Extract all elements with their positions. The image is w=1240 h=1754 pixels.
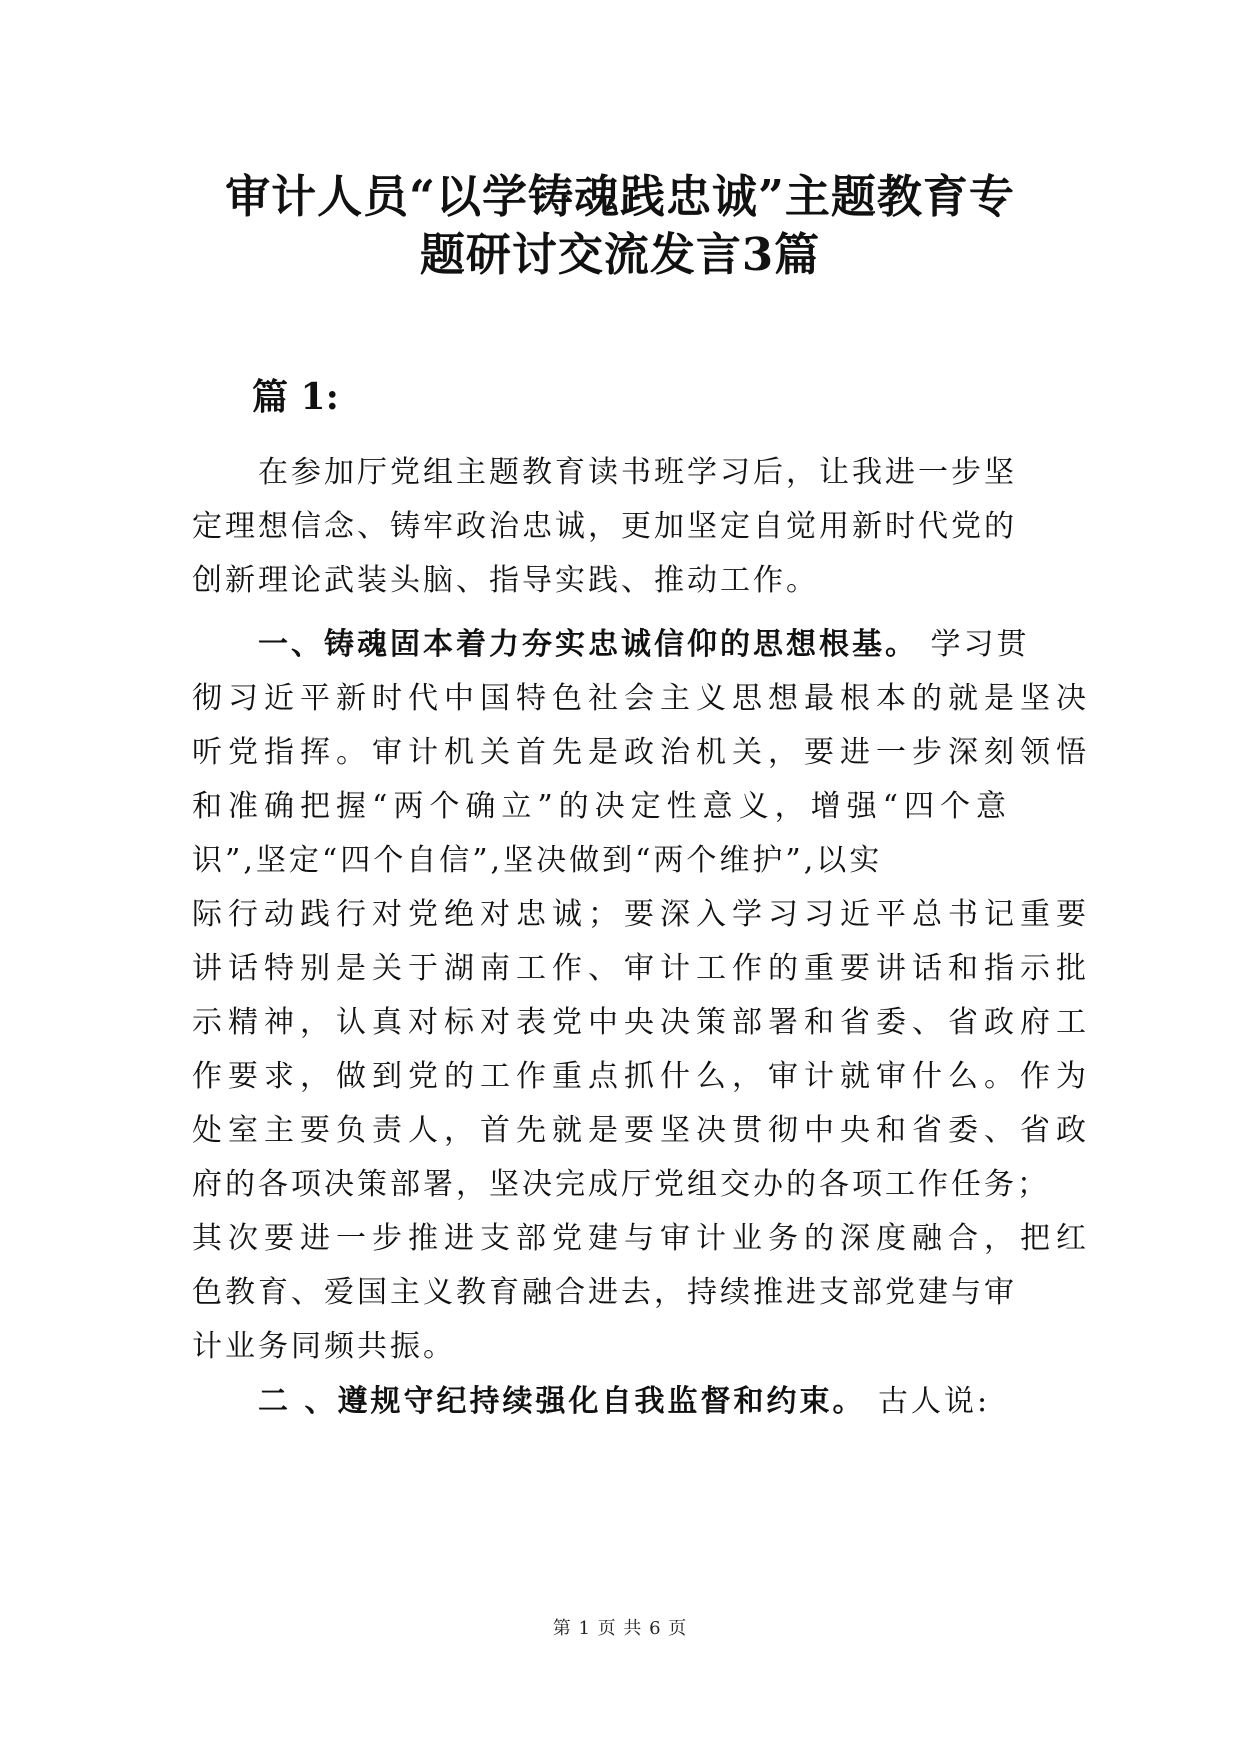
paragraph-line: 听党指挥。审计机关首先是政治机关，要进一步深刻领悟 [192,735,1092,770]
paragraph-line: 际行动践行对党绝对忠诚；要深入学习习近平总书记重要 [192,897,1092,932]
paragraph-line [192,1375,1072,1429]
paragraph-line: 和准确把握“两个确立”的决定性意义，增强“四个意 [192,789,1013,824]
intro-paragraph [192,446,1072,608]
point-2-text: 古人说: [865,1384,991,1419]
point-2-paragraph [192,1375,1072,1429]
article-heading: 篇 1: [252,376,339,418]
paragraph-line: 定理想信念、铸牢政治忠诚，更加坚定自觉用新时代党的 [192,509,1017,544]
paragraph-line: 创新理论武装头脑、指导实践、推动工作。 [192,563,819,598]
paragraph-line: 彻习近平新时代中国特色社会主义思想最根本的就是坚决 [192,681,1092,716]
paragraph-line: 处室主要负责人，首先就是要坚决贯彻中央和省委、省政 [192,1113,1092,1148]
paragraph-line: 讲话特别是关于湖南工作、审计工作的重要讲话和指示批 [192,951,1092,986]
page-number-footer: 第 1 页 共 6 页 [552,1618,688,1639]
paragraph-line: 色教育、爱国主义教育融合进去，持续推进支部党建与审 [192,1275,1017,1310]
document-title [160,168,1080,284]
paragraph-line: 府的各项决策部署，坚决完成厅党组交办的各项工作任务； [192,1167,1050,1202]
point-1-paragraph [192,618,1092,1374]
title-line-2: 题研讨交流发言3篇 [419,228,821,281]
paragraph-line: 作要求，做到党的工作重点抓什么，审计就审什么。作为 [192,1059,1092,1094]
title-line-1: 审计人员“以学铸魂践忠诚”主题教育专 [225,170,1015,223]
paragraph-line: 计业务同频共振。 [192,1329,456,1364]
paragraph-line: 在参加厅党组主题教育读书班学习后，让我进一步坚 [258,455,1017,490]
paragraph-line: 其次要进一步推进支部党建与审计业务的深度融合，把红 [192,1221,1092,1256]
point-1-heading: 一、铸魂固本着力夯实忠诚信仰的思想根基。 [258,627,918,662]
paragraph-line: 识”,坚定“四个自信”,坚决做到“两个维护”,以实 [192,843,883,878]
point-1-first-line-text: 学习贯 [918,627,1030,662]
paragraph-line [192,618,1072,672]
paragraph-line: 示精神，认真对标对表党中央决策部署和省委、省政府工 [192,1005,1092,1040]
point-2-heading: 二 、遵规守纪持续强化自我监督和约束。 [258,1384,866,1419]
